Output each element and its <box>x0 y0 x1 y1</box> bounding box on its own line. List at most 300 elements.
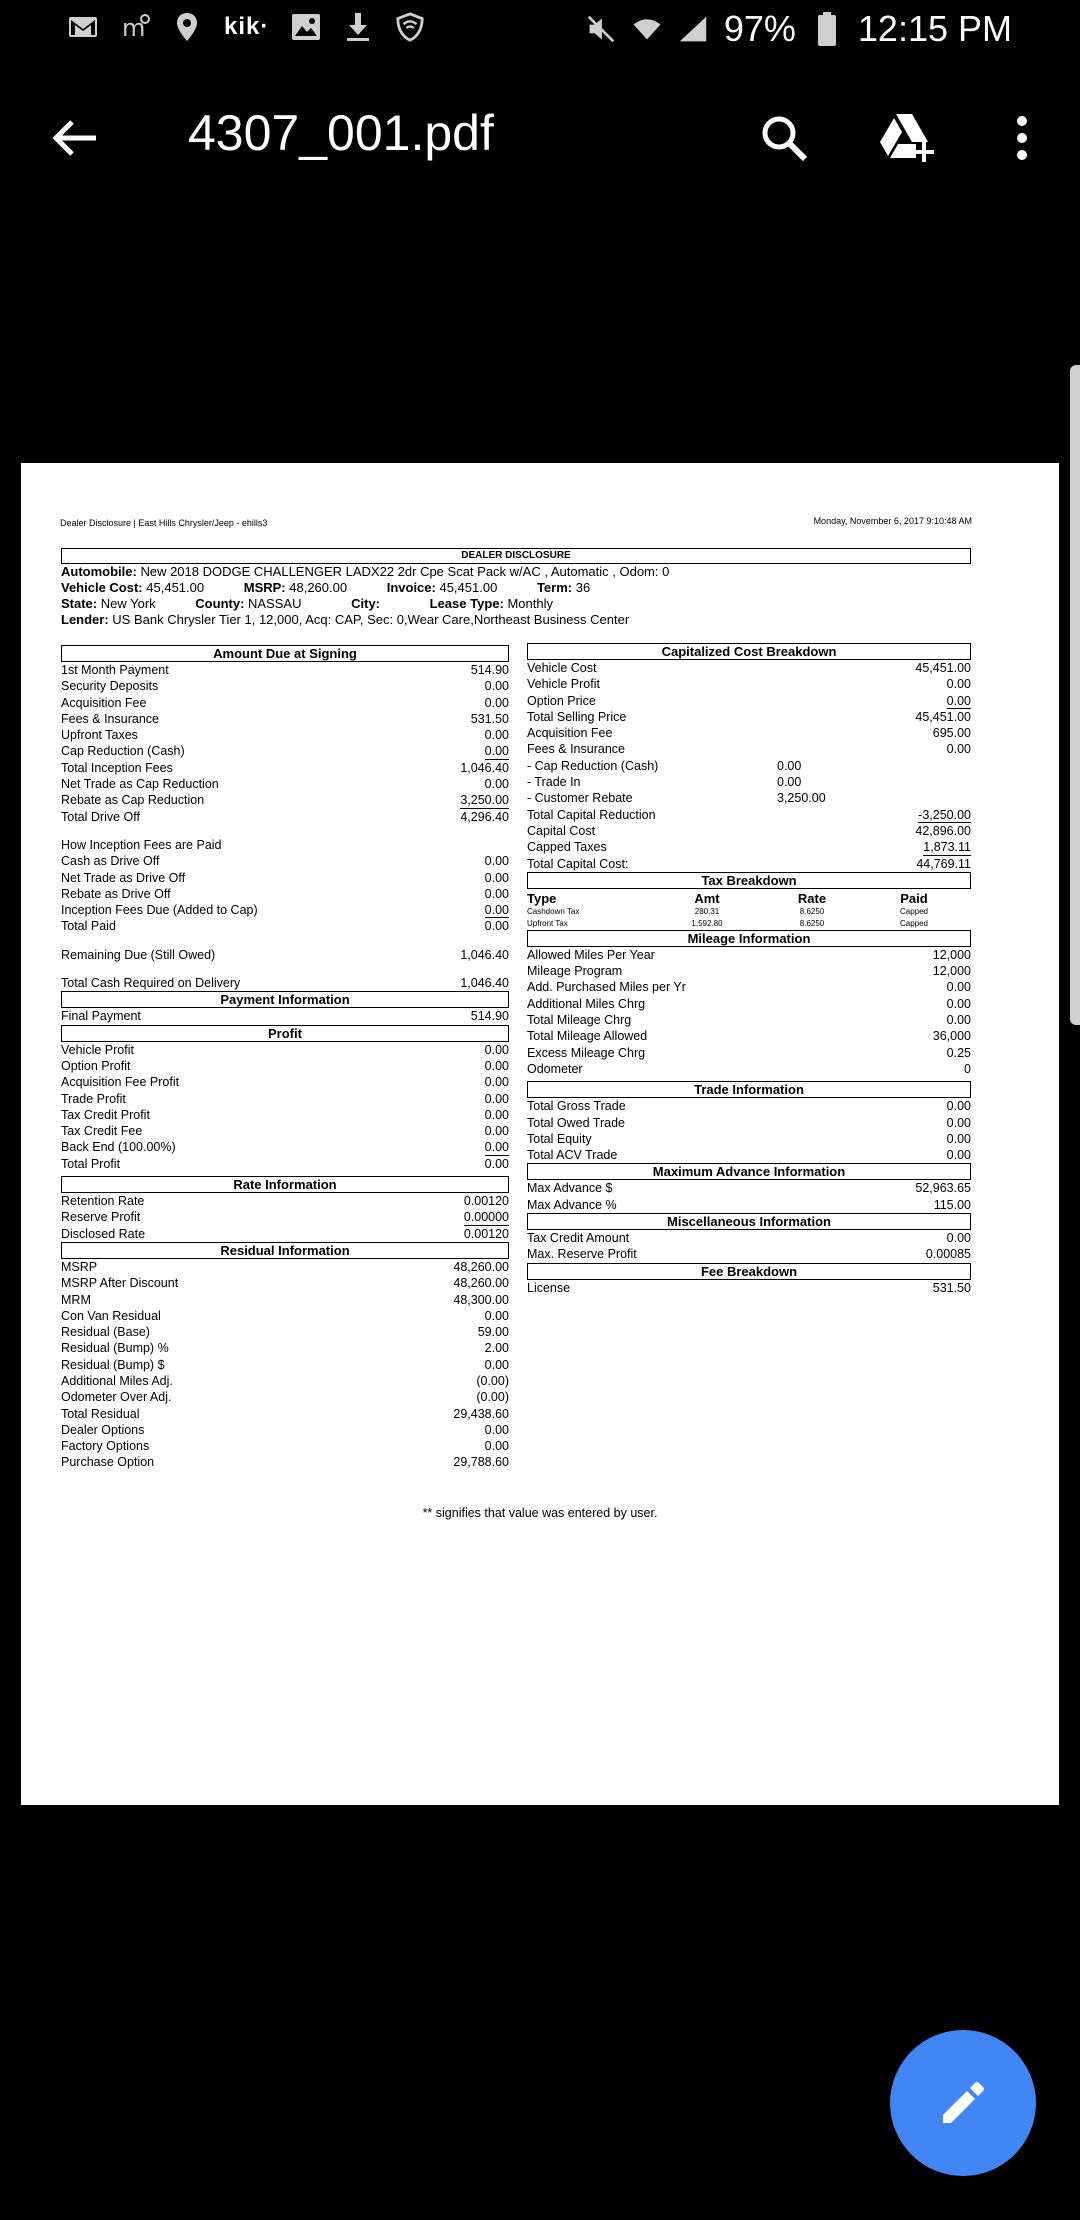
row-label: Net Trade as Drive Off <box>61 870 186 885</box>
data-row <box>527 693 971 709</box>
row-label: Acquisition Fee <box>61 695 147 710</box>
kik-icon: kik· <box>224 13 270 40</box>
mute-icon <box>586 14 616 44</box>
data-row <box>61 678 509 694</box>
row-value: 0.00 <box>484 870 509 885</box>
data-row <box>527 947 971 963</box>
app-toolbar <box>0 90 1080 186</box>
row-label: Purchase Option <box>61 1455 155 1470</box>
data-row <box>527 1061 971 1077</box>
data-row <box>61 1308 509 1324</box>
back-arrow-icon <box>50 118 98 158</box>
lease-type-label: Lease Type: <box>429 596 504 611</box>
row-label: Tax Credit Amount <box>527 1231 630 1246</box>
row-value: 0.00120 <box>463 1194 509 1209</box>
row-value: 0.00 <box>484 1439 509 1454</box>
tax-cell: 8.6250 <box>799 906 825 916</box>
data-row <box>527 823 971 839</box>
row-label: Cash as Drive Off <box>61 854 160 869</box>
data-row <box>61 662 509 678</box>
row-value: 0.00 <box>484 886 509 901</box>
data-row <box>61 1008 509 1024</box>
row-value: 0.00 <box>484 744 509 759</box>
battery-icon <box>812 14 842 44</box>
row-value: 0.00 <box>484 1107 509 1122</box>
row-label: Capped Taxes <box>527 840 607 855</box>
row-value: 0.00 <box>484 1422 509 1437</box>
data-row <box>527 741 971 757</box>
data-row <box>61 1454 509 1470</box>
data-row <box>61 1373 509 1389</box>
row-value: 12,000 <box>932 947 971 962</box>
row-label: License <box>527 1280 571 1295</box>
vehicle-cost-value: 45,451.00 <box>146 580 205 595</box>
data-row <box>527 1115 971 1131</box>
data-row <box>61 1209 509 1225</box>
data-row <box>61 837 509 853</box>
data-row <box>527 1230 971 1246</box>
row-value: 0.00085 <box>925 1247 971 1262</box>
row-value: 0.25 <box>946 1045 971 1060</box>
data-row <box>61 695 509 711</box>
row-label: Total Drive Off <box>61 809 140 824</box>
row-value: (0.00) <box>476 1373 509 1388</box>
row-value: 115.00 <box>933 1197 971 1212</box>
row-label: Total Profit <box>61 1156 121 1171</box>
document-title: 4307_001.pdf <box>188 105 494 161</box>
row-label: Odometer Over Adj. <box>61 1390 172 1405</box>
data-row <box>61 853 509 869</box>
gallery-icon <box>291 12 321 42</box>
row-label: Residual (Base) <box>61 1325 150 1340</box>
data-row <box>527 1197 971 1213</box>
row-label: Remaining Due (Still Owed) <box>61 947 216 962</box>
disclosure-title: DEALER DISCLOSURE <box>61 548 971 564</box>
data-row <box>61 711 509 727</box>
row-value: 4,296.40 <box>460 809 509 824</box>
row-value: 514.90 <box>470 663 509 677</box>
row-value: 0.00 <box>484 1091 509 1106</box>
row-value: 42,896.00 <box>915 823 971 838</box>
row-label: Fees & Insurance <box>61 711 159 726</box>
clock: 12:15 PM <box>857 8 1012 49</box>
automobile-label: Automobile: <box>61 564 137 579</box>
left-column <box>61 645 509 1471</box>
data-row <box>527 963 971 979</box>
row-value: 0.00 <box>484 679 509 694</box>
tax-col-amt: Amt <box>694 890 720 906</box>
data-row <box>61 1259 509 1275</box>
row-label: Acquisition Fee <box>527 726 613 741</box>
add-to-drive-button[interactable] <box>876 106 940 170</box>
row-label: Odometer <box>527 1061 583 1076</box>
row-value: 0.00 <box>484 903 509 918</box>
row-label: Tax Credit Fee <box>61 1124 143 1139</box>
row-label: Option Profit <box>61 1058 131 1073</box>
data-row <box>527 1098 971 1114</box>
section-title-cap-cost: Capitalized Cost Breakdown <box>527 643 971 660</box>
section-title-max-advance: Maximum Advance Information <box>527 1163 971 1180</box>
row-label: Max Advance $ <box>527 1181 613 1196</box>
row-label: Capital Cost <box>527 823 596 838</box>
row-value: 0.00120 <box>463 1226 509 1241</box>
tax-col-paid: Paid <box>900 890 928 906</box>
tax-row <box>527 906 971 918</box>
county-value: NASSAU <box>248 596 302 611</box>
row-value: 0.00 <box>946 677 971 692</box>
row-value: 0.00 <box>946 693 971 708</box>
data-row <box>61 1107 509 1123</box>
row-value: 44,769.11 <box>916 856 971 871</box>
row-value: 1,046.40 <box>460 947 509 962</box>
row-value: 45,451.00 <box>915 709 971 724</box>
data-row <box>61 1193 509 1209</box>
county-label: County: <box>195 596 245 611</box>
data-row <box>61 792 509 808</box>
row-value: 531.50 <box>470 711 509 726</box>
section-title-payment: Payment Information <box>61 991 509 1008</box>
state-label: State: <box>61 596 98 611</box>
row-label: Total Mileage Chrg <box>527 1013 632 1028</box>
row-label: How Inception Fees are Paid <box>61 837 222 852</box>
search-icon <box>759 113 809 163</box>
row-value: 0.00 <box>946 996 971 1011</box>
data-row <box>61 1226 509 1242</box>
row-label: Cap Reduction (Cash) <box>61 744 185 759</box>
row-label: Retention Rate <box>61 1194 145 1209</box>
row-label: Security Deposits <box>61 679 159 694</box>
row-value: 0.00 <box>946 1115 971 1130</box>
data-row <box>61 902 509 918</box>
data-row <box>61 1324 509 1340</box>
row-label: 1st Month Payment <box>61 663 169 677</box>
row-label: Total Capital Cost: <box>527 856 629 871</box>
row-label: Acquisition Fee Profit <box>61 1075 180 1090</box>
data-row <box>61 809 509 825</box>
data-row <box>527 856 971 872</box>
row-label: Tax Credit Profit <box>61 1107 150 1122</box>
data-row <box>61 1139 509 1155</box>
row-value: 0.00000 <box>463 1210 509 1225</box>
invoice-label: Invoice: <box>386 580 436 595</box>
data-row <box>61 760 509 776</box>
row-value: 0.00 <box>484 1156 509 1171</box>
row-label: Total ACV Trade <box>527 1148 618 1163</box>
row-value: 0.00 <box>484 1357 509 1372</box>
row-value: 0.00 <box>484 1140 509 1155</box>
data-row <box>527 1180 971 1196</box>
data-row <box>527 709 971 725</box>
row-label: MRM <box>61 1292 91 1307</box>
right-column <box>527 643 971 1296</box>
battery-percent: 97% <box>723 8 796 49</box>
term-value: 36 <box>575 580 591 595</box>
search-button[interactable] <box>752 106 816 170</box>
row-value: 0.00 <box>484 1124 509 1139</box>
data-row <box>527 1045 971 1061</box>
data-row <box>61 1091 509 1107</box>
lender-value: US Bank Chrysler Tier 1, 12,000, Acq: CAP, Sec: 0,Wear Care,Northeast Business Center <box>112 612 630 627</box>
data-row <box>61 1438 509 1454</box>
row-value: 0.00 <box>777 758 802 773</box>
download-icon <box>343 12 373 42</box>
msrp-label: MSRP: <box>243 580 286 595</box>
row-label: Additional Miles Adj. <box>61 1373 173 1388</box>
row-value: 48,260.00 <box>453 1276 509 1291</box>
data-row <box>61 1123 509 1139</box>
tax-cell: Upfront Tax <box>527 918 568 928</box>
status-bar <box>0 0 1080 64</box>
tax-col-rate: Rate <box>797 890 827 906</box>
data-row <box>527 1028 971 1044</box>
tax-cell: 8.6250 <box>799 918 825 928</box>
data-row <box>61 1275 509 1291</box>
row-label: Trade Profit <box>61 1091 126 1106</box>
gmail-icon <box>68 12 98 42</box>
term-label: Term: <box>536 580 573 595</box>
more-options-button[interactable] <box>990 106 1054 170</box>
row-label: Factory Options <box>61 1439 150 1454</box>
data-row <box>527 660 971 676</box>
row-label: Max Advance % <box>527 1197 617 1212</box>
data-row <box>61 918 509 934</box>
row-value: 0.00 <box>484 1042 509 1057</box>
tax-row <box>527 918 971 930</box>
row-value: 0.00 <box>946 1131 971 1146</box>
row-label: MSRP <box>61 1259 98 1274</box>
row-label: Total Gross Trade <box>527 1099 626 1114</box>
vehicle-info <box>61 564 669 628</box>
row-label: Net Trade as Cap Reduction <box>61 777 219 792</box>
row-label: Back End (100.00%) <box>61 1140 176 1155</box>
row-value: 0.00 <box>484 777 509 792</box>
row-value: 45,451.00 <box>915 661 971 675</box>
scroll-handle[interactable] <box>1070 365 1080 1025</box>
row-label: Total Residual <box>61 1406 140 1421</box>
row-value: 29,438.60 <box>453 1406 509 1421</box>
tax-col-type: Type <box>527 890 557 906</box>
row-value: 0.00 <box>484 1308 509 1323</box>
row-value: 0.00 <box>484 1058 509 1073</box>
row-label: - Trade In <box>527 775 581 790</box>
data-row <box>527 807 971 823</box>
data-row <box>61 886 509 902</box>
data-row <box>61 1389 509 1405</box>
row-value: 0.00 <box>946 1148 971 1163</box>
messenger-icon <box>120 12 150 42</box>
row-value: -3,250.00 <box>918 807 971 822</box>
row-value: 52,963.65 <box>915 1181 971 1196</box>
row-label: Total Owed Trade <box>527 1115 625 1130</box>
row-value: 0.00 <box>946 742 971 757</box>
tax-cell: Capped <box>899 918 929 928</box>
doc-header-left: Dealer Disclosure | East Hills Chrysler/Jeep - ehills3 <box>60 518 268 528</box>
data-row <box>61 743 509 759</box>
tax-cell: Cashdown Tax <box>527 906 580 916</box>
row-label: Residual (Bump) $ <box>61 1357 165 1372</box>
section-title-residual: Residual Information <box>61 1242 509 1259</box>
pdf-page <box>21 463 1059 1805</box>
row-value: 0 <box>964 1061 971 1076</box>
row-value: 695.00 <box>932 726 971 741</box>
row-label: Vehicle Cost <box>527 661 597 675</box>
data-row <box>61 870 509 886</box>
data-row <box>61 1422 509 1438</box>
edit-pencil-icon <box>937 2077 989 2129</box>
row-value: 3,250.00 <box>777 791 826 806</box>
row-label: Upfront Taxes <box>61 728 138 743</box>
row-label: Excess Mileage Chrg <box>527 1045 646 1060</box>
invoice-value: 45,451.00 <box>439 580 498 595</box>
remaining-due-row <box>61 947 509 963</box>
cap-sub-row <box>527 790 971 806</box>
tax-cell: Capped <box>899 906 929 916</box>
data-row <box>527 996 971 1012</box>
section-title-mileage: Mileage Information <box>527 930 971 947</box>
data-row <box>527 676 971 692</box>
row-value: 3,250.00 <box>460 793 509 808</box>
vehicle-cost-label: Vehicle Cost: <box>61 580 143 595</box>
row-label: Add. Purchased Miles per Yr <box>527 980 686 995</box>
row-label: Reserve Profit <box>61 1210 141 1225</box>
doc-header-date: Monday, November 6, 2017 9:10:48 AM <box>813 516 972 526</box>
row-label: Allowed Miles Per Year <box>527 947 655 962</box>
row-value: 0.00 <box>484 1075 509 1090</box>
data-row <box>527 979 971 995</box>
row-value: 1,046.40 <box>460 976 509 991</box>
section-title-profit: Profit <box>61 1025 509 1042</box>
row-label: MSRP After Discount <box>61 1276 179 1291</box>
row-label: Total Selling Price <box>527 709 627 724</box>
row-value: 48,260.00 <box>453 1259 509 1274</box>
row-value: 1,873.11 <box>923 840 971 855</box>
row-value: 0.00 <box>484 919 509 934</box>
row-value: 514.90 <box>470 1009 509 1024</box>
system-icons <box>586 8 1012 50</box>
row-value: 0.00 <box>777 775 802 790</box>
section-title-tax: Tax Breakdown <box>527 872 971 889</box>
row-label: Disclosed Rate <box>61 1226 146 1241</box>
row-label: Total Equity <box>527 1131 592 1146</box>
lender-label: Lender: <box>61 612 109 627</box>
row-label: - Cap Reduction (Cash) <box>527 758 659 773</box>
tax-header <box>527 889 971 906</box>
section-title-fee: Fee Breakdown <box>527 1263 971 1280</box>
data-row <box>61 1042 509 1058</box>
data-row <box>527 1147 971 1163</box>
row-value: 29,788.60 <box>453 1455 509 1470</box>
back-button[interactable] <box>42 106 106 170</box>
drive-add-icon <box>878 112 938 164</box>
data-row <box>527 839 971 855</box>
row-value: 0.00 <box>484 695 509 710</box>
total-cash-row <box>61 975 509 991</box>
row-label: Fees & Insurance <box>527 742 625 757</box>
data-row <box>61 1340 509 1356</box>
row-label: Final Payment <box>61 1009 141 1024</box>
msrp-value: 48,260.00 <box>289 580 348 595</box>
section-title-rate: Rate Information <box>61 1176 509 1193</box>
row-label: Dealer Options <box>61 1422 145 1437</box>
row-label: Additional Miles Chrg <box>527 996 646 1011</box>
row-label: Max. Reserve Profit <box>527 1247 637 1262</box>
row-value: 0.00 <box>484 854 509 869</box>
data-row <box>61 1406 509 1422</box>
row-label: Total Capital Reduction <box>527 807 656 822</box>
row-label: Total Cash Required on Delivery <box>61 976 241 991</box>
data-row <box>61 1357 509 1373</box>
row-label: Mileage Program <box>527 964 623 979</box>
edit-fab-button[interactable] <box>890 2030 1036 2176</box>
row-label: Total Mileage Allowed <box>527 1029 648 1044</box>
row-label: Vehicle Profit <box>61 1042 134 1057</box>
notification-icons <box>68 12 425 42</box>
svg-text:m: m <box>122 14 146 42</box>
location-icon <box>172 12 202 42</box>
cap-sub-row <box>527 758 971 774</box>
city-label: City: <box>351 596 381 611</box>
data-row <box>61 1074 509 1090</box>
row-label: Rebate as Cap Reduction <box>61 793 205 808</box>
data-row <box>527 1012 971 1028</box>
row-value: 0.00 <box>484 728 509 743</box>
more-vert-icon <box>1015 115 1029 161</box>
data-row <box>527 1131 971 1147</box>
state-value: New York <box>100 596 156 611</box>
data-row <box>61 727 509 743</box>
data-row <box>61 1156 509 1172</box>
cap-sub-row <box>527 774 971 790</box>
data-row <box>61 1058 509 1074</box>
row-value: (0.00) <box>476 1390 509 1405</box>
row-value: 0.00 <box>946 1099 971 1114</box>
section-title-trade: Trade Information <box>527 1081 971 1098</box>
section-title-amount-due: Amount Due at Signing <box>61 645 509 662</box>
row-label: Con Van Residual <box>61 1308 161 1323</box>
row-label: Vehicle Profit <box>527 677 600 692</box>
row-label: Option Price <box>527 693 596 708</box>
row-value: 531.50 <box>932 1280 971 1295</box>
row-value: 36,000 <box>932 1029 971 1044</box>
row-label: Residual (Bump) % <box>61 1341 169 1356</box>
data-row <box>61 776 509 792</box>
signal-icon <box>678 14 708 44</box>
row-value: 12,000 <box>932 964 971 979</box>
row-value: 48,300.00 <box>453 1292 509 1307</box>
data-row <box>61 1292 509 1308</box>
row-value: 0.00 <box>946 980 971 995</box>
tax-cell: 1,592.80 <box>691 918 723 928</box>
row-value: 1,046.40 <box>460 760 509 775</box>
automobile-value: New 2018 DODGE CHALLENGER LADX22 2dr Cpe Scat Pack w/AC , Automatic , Odom: 0 <box>140 564 670 579</box>
row-label: Inception Fees Due (Added to Cap) <box>61 903 258 918</box>
data-row <box>527 1246 971 1262</box>
row-label: Rebate as Drive Off <box>61 886 171 901</box>
row-value: 0.00 <box>946 1013 971 1028</box>
row-value: 2.00 <box>484 1341 509 1356</box>
tax-cell: 280.31 <box>694 906 720 916</box>
row-label: Total Paid <box>61 919 116 934</box>
row-label: - Customer Rebate <box>527 791 633 806</box>
vpn-shield-icon <box>395 12 425 42</box>
data-row <box>527 1280 971 1296</box>
section-title-misc: Miscellaneous Information <box>527 1213 971 1230</box>
wifi-icon <box>632 14 662 44</box>
row-value: 0.00 <box>946 1231 971 1246</box>
row-label: Total Inception Fees <box>61 760 173 775</box>
row-value: 59.00 <box>477 1325 509 1340</box>
footnote: ** signifies that value was entered by user. <box>422 1506 658 1520</box>
